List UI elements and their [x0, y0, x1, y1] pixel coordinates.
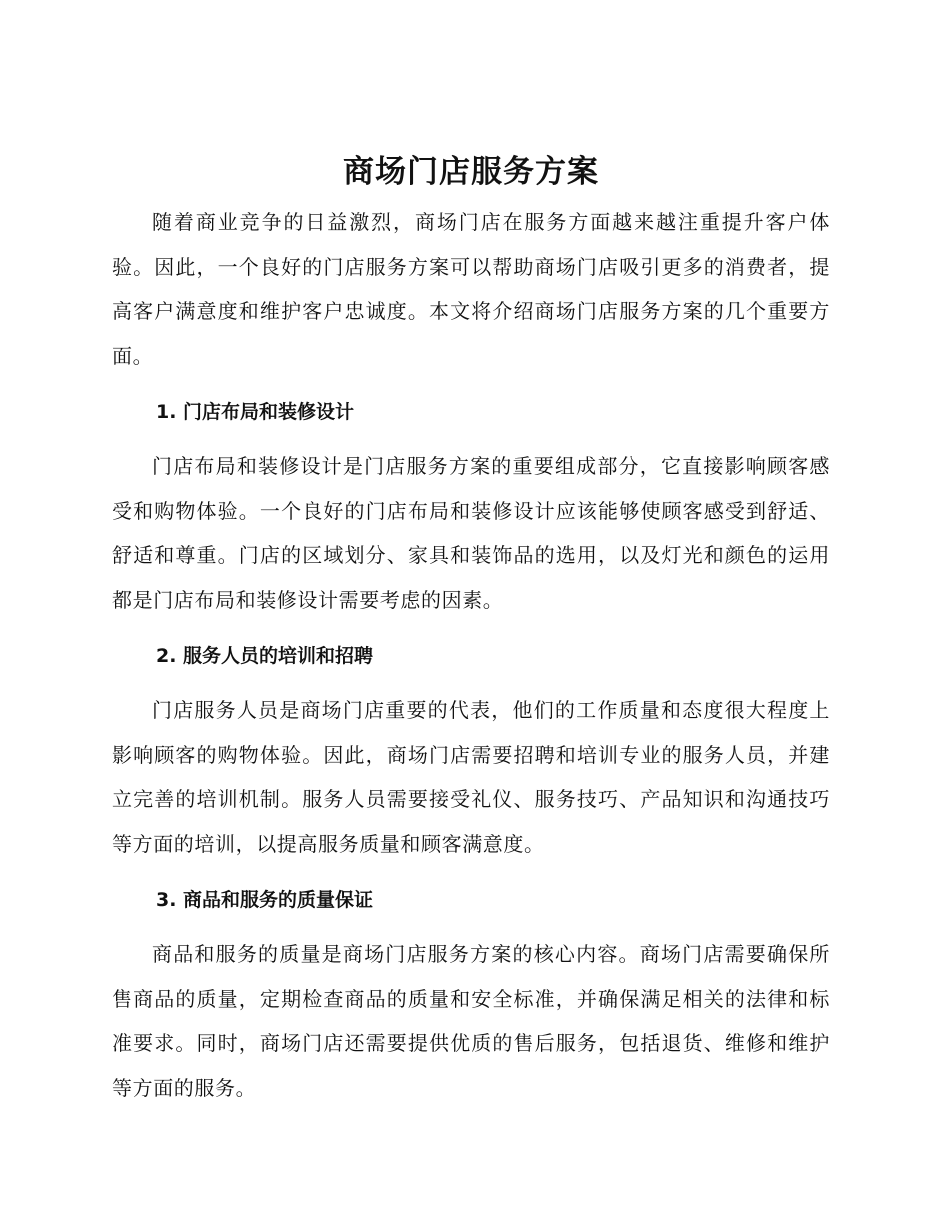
section-2 [112, 642, 830, 866]
section-1 [112, 398, 830, 622]
section-paragraph: 门店布局和装修设计是门店服务方案的重要组成部分，它直接影响顾客感受和购物体验。一个良好的门店布局和装修设计应该能够使顾客感受到舒适、舒适和尊重。门店的区域划分、家具和装饰品的选用，以及灯光和颜色的运用都是门店布局和装修设计需要考虑的因素。 [112, 454, 830, 612]
section-paragraph: 商品和服务的质量是商场门店服务方案的核心内容。商场门店需要确保所售商品的质量，定期检查商品的质量和安全标准，并确保满足相关的法律和标准要求。同时，商场门店还需要提供优质的售后服务，包括退货、维修和维护等方面的服务。 [112, 942, 830, 1100]
intro-paragraph: 随着商业竞争的日益激烈，商场门店在服务方面越来越注重提升客户体验。因此，一个良好的门店服务方案可以帮助商场门店吸引更多的消费者，提高客户满意度和维护客户忠诚度。本文将介绍商场门店服务方案的几个重要方面。 [112, 210, 830, 368]
section-3 [112, 886, 830, 1110]
section-paragraph: 门店服务人员是商场门店重要的代表，他们的工作质量和态度很大程度上影响顾客的购物体验。因此，商场门店需要招聘和培训专业的服务人员，并建立完善的培训机制。服务人员需要接受礼仪、服务技巧、产品知识和沟通技巧等方面的培训，以提高服务质量和顾客满意度。 [112, 698, 830, 856]
document-page [112, 150, 830, 1110]
section-heading: 3. 商品和服务的质量保证 [156, 889, 374, 911]
document-title: 商场门店服务方案 [343, 154, 599, 190]
section-heading: 2. 服务人员的培训和招聘 [156, 645, 374, 667]
section-heading: 1. 门店布局和装修设计 [156, 401, 355, 423]
